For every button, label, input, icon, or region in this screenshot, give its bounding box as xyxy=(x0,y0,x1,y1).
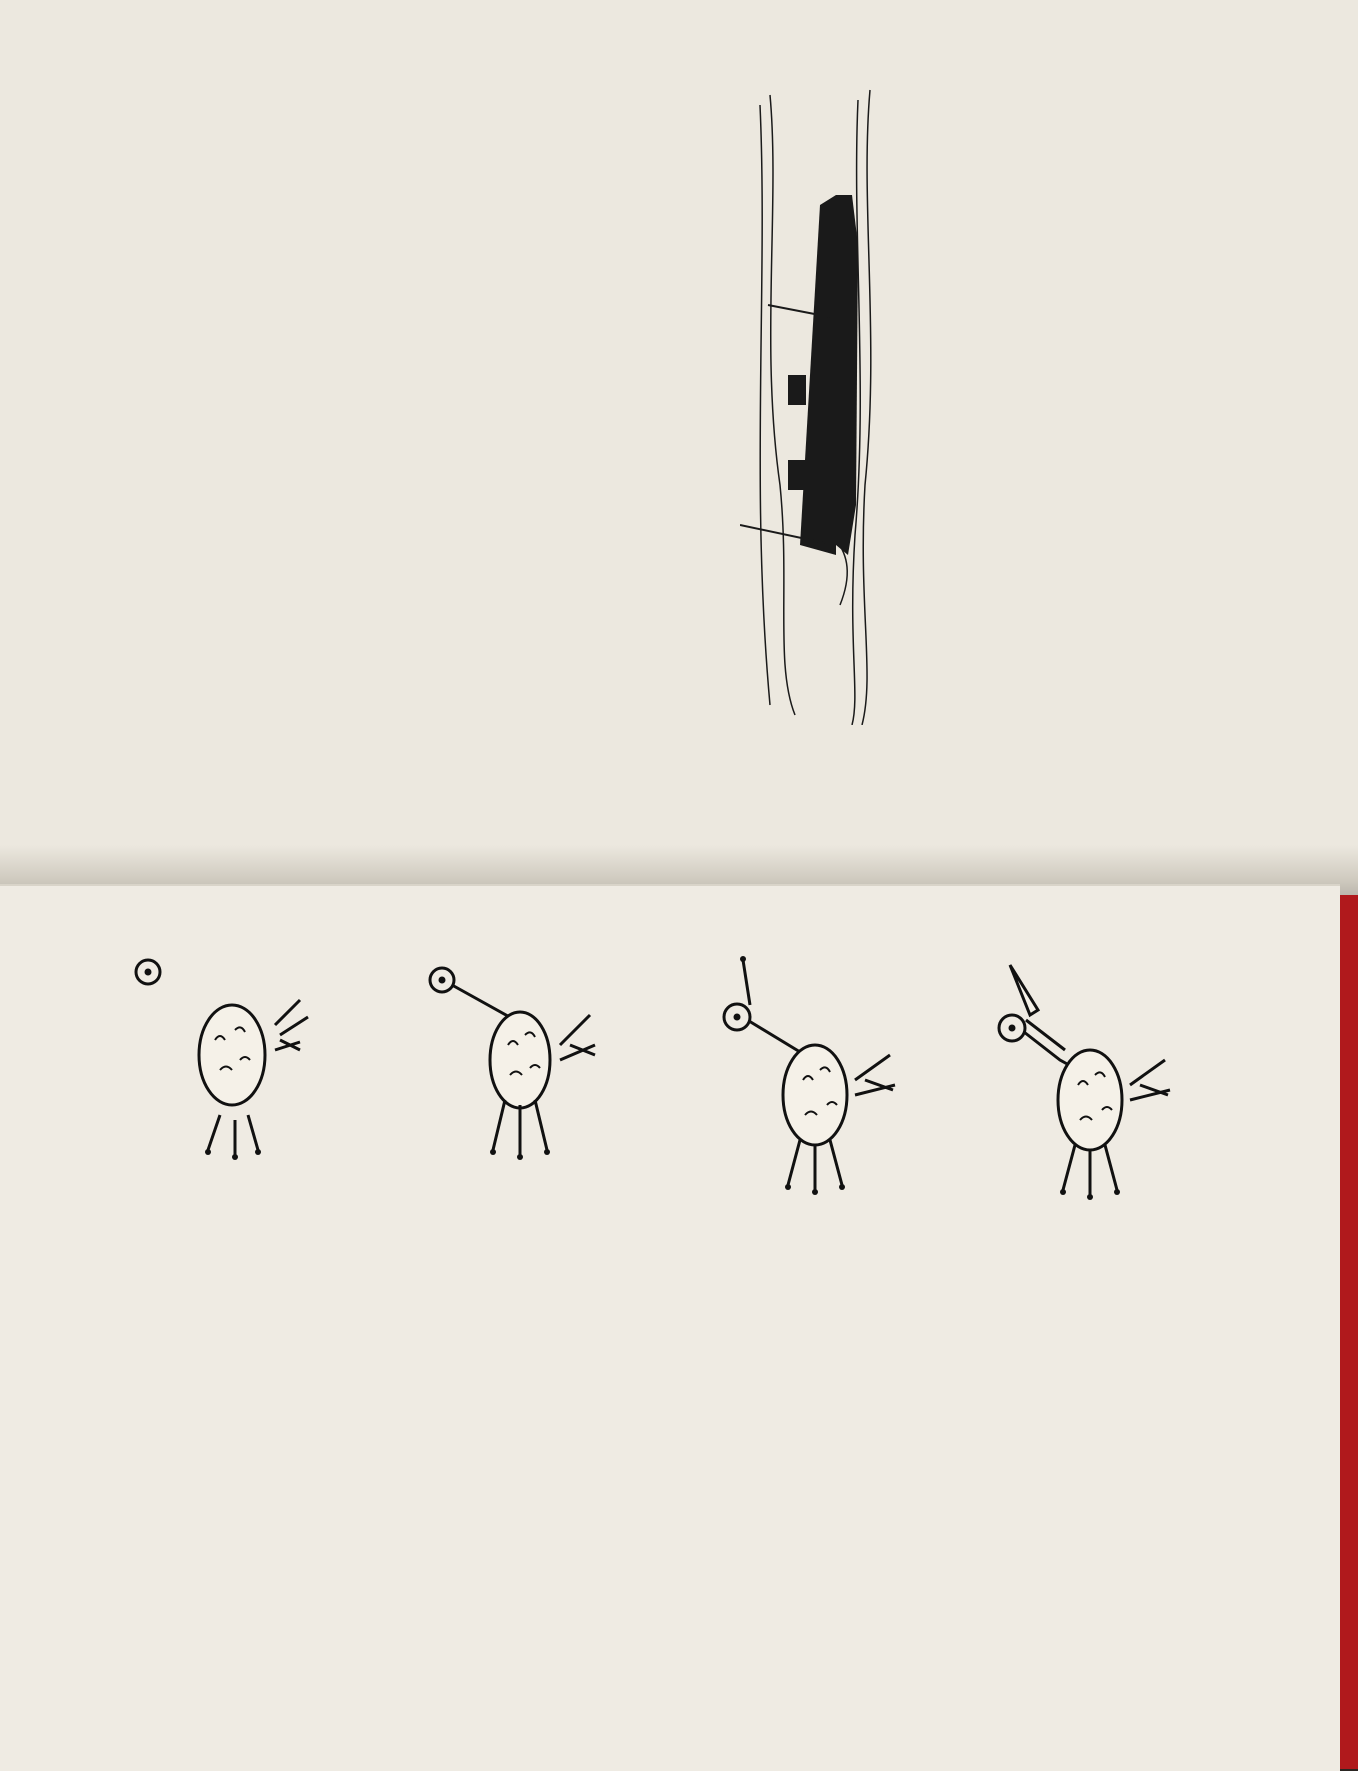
ship-funnel xyxy=(788,375,806,405)
ship-hull xyxy=(836,195,858,555)
stork-stage-1 xyxy=(120,940,320,1180)
stork-stage-4 xyxy=(990,960,1190,1230)
ship-funnel xyxy=(788,460,806,490)
stork-stage-3 xyxy=(715,955,915,1225)
stork-stage-2 xyxy=(420,950,620,1190)
steamship-drawing xyxy=(740,85,900,725)
